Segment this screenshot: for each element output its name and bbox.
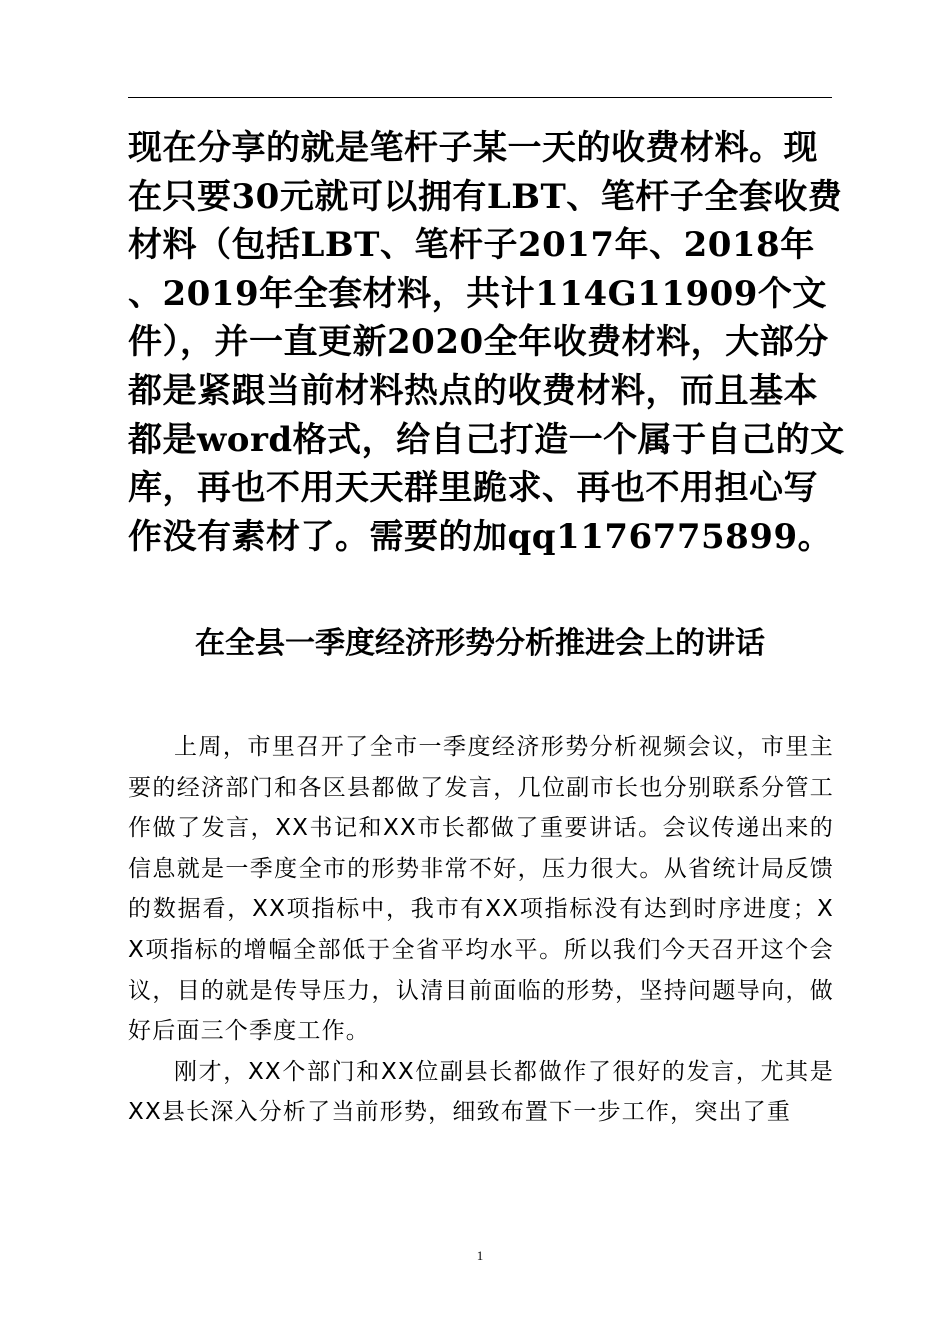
body-paragraph: 刚才，XX个部门和XX位副县长都做作了很好的发言，尤其是XX县长深入分析了当前形势，细致布置下一步工作，突出了重 <box>128 1058 834 1126</box>
promo-paragraph: 现在分享的就是笔杆子某一天的收费材料。现在只要30元就可以拥有LBT、笔杆子全套收费材料（包括LBT、笔杆子2017年、2018年 、2019年全套材料，共计114G11909个文件），并一直更新2020全年收费材料，大部分都是紧跟当前材料热点的收费材料，而且基本都是word格式，给自己打造一个属于自己的文库，再也不用天天群里跪求、再也不用担心写作没有素材了。需要的加qq1176775899。 <box>128 128 845 557</box>
body-paragraph: 上周，市里召开了全市一季度经济形势分析视频会议，市里主要的经济部门和各区县都做了发言，几位副市长也分别联系分管工作做了发言，XX书记和XX市长都做了重要讲话。会议传递出来的信息就是一季度全市的形势非常不好，压力很大。从省统计局反馈的数据看，XX项指标中，我市有XX项指标没有达到时序进度；XX项指标的增幅全部低于全省平均水平。所以我们今天召开这个会议，目的就是传导压力，认清目前面临的形势，坚持问题导向，做好后面三个季度工作。 <box>128 734 834 1045</box>
page-number: 1 <box>476 1248 484 1263</box>
document-title: 在全县一季度经济形势分析推进会上的讲话 <box>195 626 765 661</box>
document-body <box>128 727 834 1133</box>
header-rule <box>128 97 832 98</box>
